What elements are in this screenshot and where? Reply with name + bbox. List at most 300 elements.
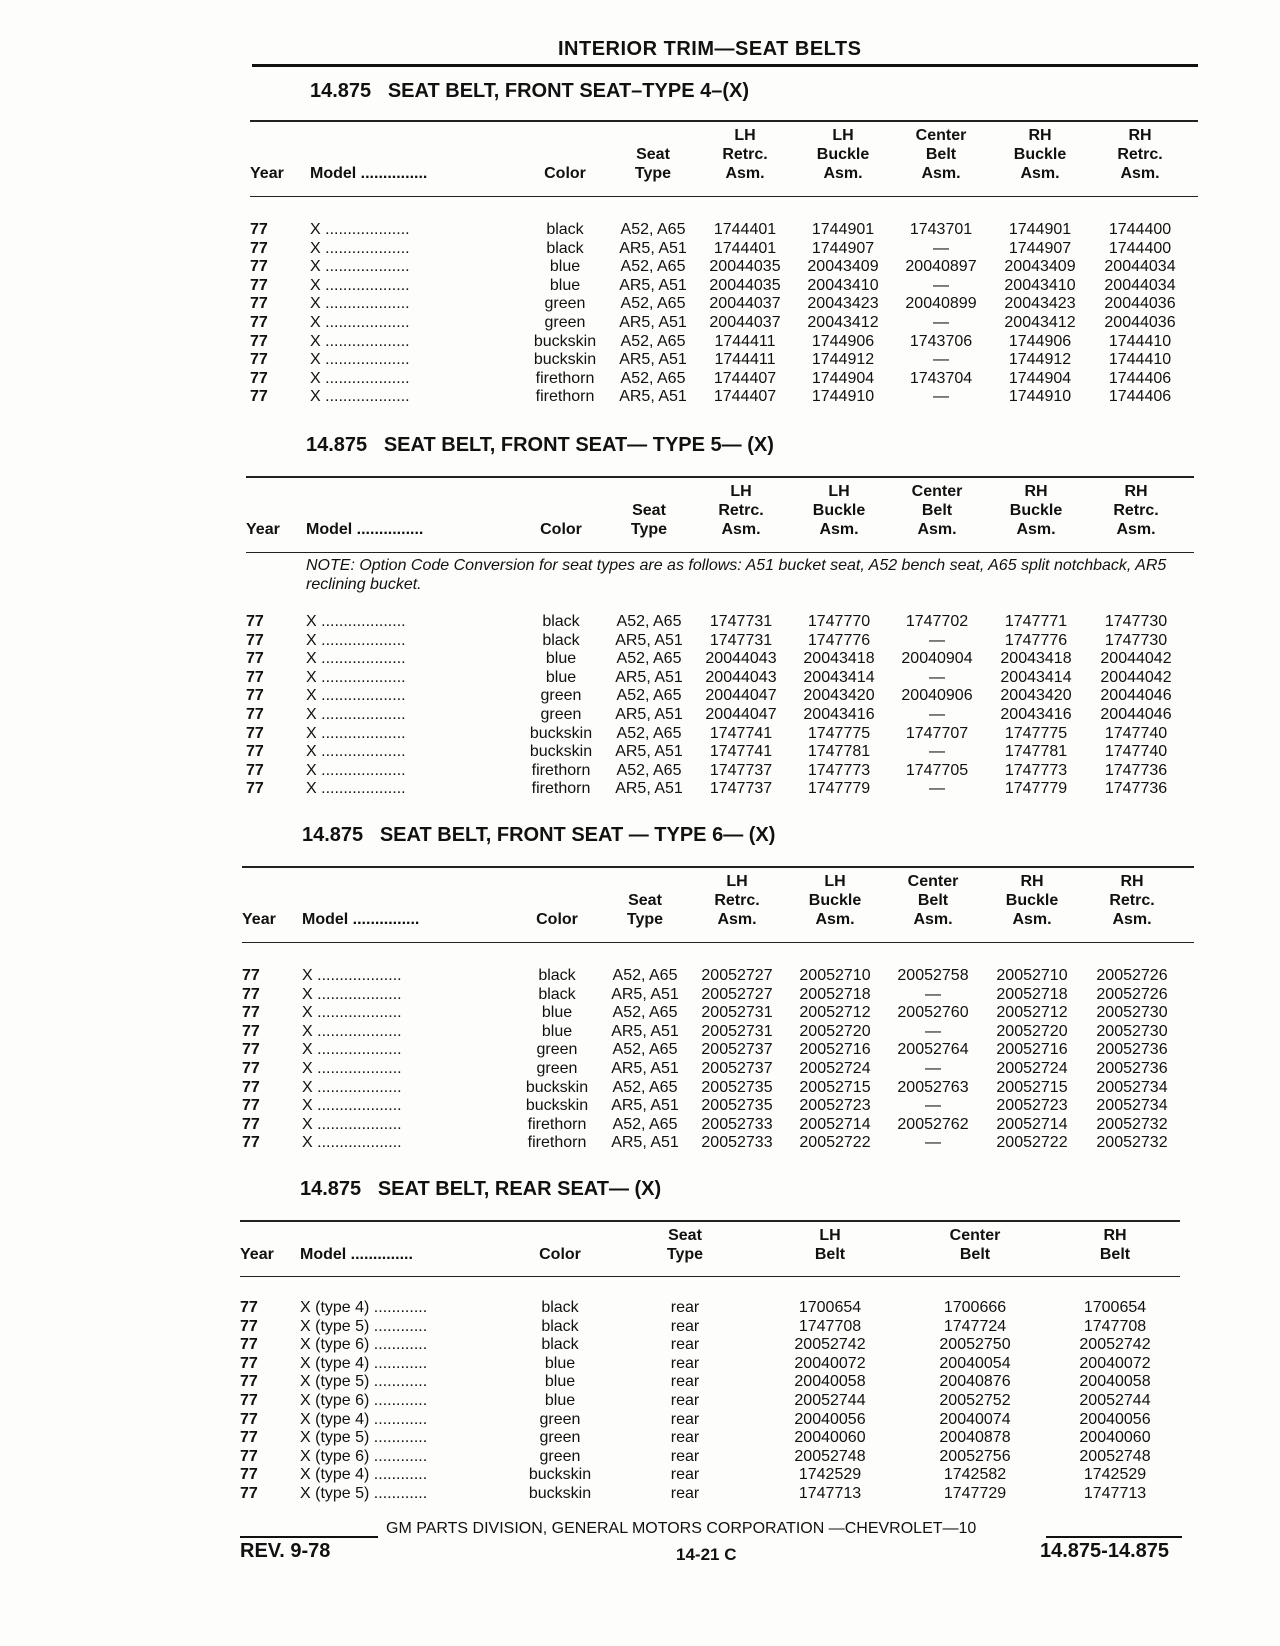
section-title: 14.875 SEAT BELT, REAR SEAT— (X)	[300, 1178, 662, 1200]
table-row	[250, 294, 1198, 313]
table-row	[242, 1040, 1194, 1059]
cell-lh-buckle: 20052723	[799, 1097, 871, 1115]
cell-center: 1747705	[905, 761, 969, 779]
table-row	[242, 1003, 1194, 1022]
cell-lh-buckle: 20052712	[799, 1004, 871, 1022]
table-section-4	[240, 1178, 1180, 1538]
cell-seat-type: A52, A65	[612, 1041, 678, 1059]
cell-seat-type: rear	[670, 1373, 700, 1391]
cell-year: 77	[240, 1392, 258, 1409]
column-header-line: Year	[240, 1246, 274, 1263]
section-top-rule	[246, 476, 1194, 478]
cell-lh-buckle: 1744907	[811, 239, 875, 257]
cell-rh-retrc: 1744406	[1108, 388, 1172, 406]
cell-year: 77	[240, 1317, 258, 1335]
cell-lh-buckle: 1747781	[807, 743, 871, 761]
cell-lh-retrc: 20052737	[701, 1060, 773, 1077]
table-row	[250, 257, 1198, 276]
footer-range: 14.875-14.875	[1040, 1540, 1170, 1562]
cell-center: —	[929, 780, 945, 798]
cell-model: X ...................	[310, 221, 410, 238]
cell-seat-type: A52, A65	[616, 687, 682, 705]
column-header-line: Asm.	[1112, 911, 1152, 928]
column-header-line: Retrc.	[722, 146, 768, 163]
cell-rh-buckle: 20043414	[1000, 668, 1072, 686]
cell-rh-retrc: 1744406	[1108, 369, 1172, 387]
cell-center: 20040904	[901, 650, 973, 668]
cell-color: black	[542, 631, 580, 649]
cell-lh-belt: 20040072	[794, 1354, 866, 1372]
cell-rh-belt: 20040058	[1079, 1373, 1151, 1391]
column-header-line: Buckle	[812, 502, 866, 519]
cell-lh-buckle: 1744901	[811, 221, 875, 238]
table-row	[250, 369, 1198, 388]
cell-model: X ...................	[310, 351, 410, 369]
cell-lh-retrc: 20044035	[709, 276, 781, 294]
column-header-line: Color	[540, 521, 582, 538]
table-row	[240, 1335, 1180, 1354]
cell-rh-belt: 20052742	[1079, 1336, 1151, 1354]
cell-seat-type: AR5, A51	[611, 1097, 679, 1115]
cell-seat-type: AR5, A51	[611, 1134, 679, 1152]
cell-lh-retrc: 20052727	[701, 967, 773, 984]
column-header-line: Type	[634, 165, 672, 182]
cell-rh-belt: 1742529	[1083, 1466, 1147, 1484]
column-header-line: Retrc.	[714, 892, 760, 909]
cell-year: 77	[246, 743, 264, 761]
cell-color: firethorn	[531, 780, 591, 798]
table-row	[246, 631, 1194, 650]
cell-rh-belt: 20040060	[1079, 1429, 1151, 1447]
cell-lh-buckle: 20043410	[807, 276, 879, 294]
cell-color: firethorn	[531, 761, 591, 779]
cell-model: X (type 6) ............	[300, 1336, 428, 1354]
cell-seat-type: rear	[670, 1485, 700, 1502]
cell-rh-buckle: 1747779	[1004, 780, 1068, 798]
cell-model: X (type 6) ............	[300, 1392, 428, 1409]
cell-lh-retrc: 20044047	[705, 687, 777, 705]
cell-rh-buckle: 20043423	[1004, 295, 1076, 313]
table-row	[246, 742, 1194, 761]
section-top-rule	[242, 866, 1194, 868]
cell-lh-belt: 20052748	[794, 1447, 866, 1465]
column-header-line: Seat	[628, 892, 662, 909]
header-bottom-rule	[250, 196, 1198, 197]
cell-lh-retrc: 1744411	[714, 351, 776, 369]
cell-year: 77	[242, 1134, 260, 1152]
cell-center: —	[929, 706, 945, 723]
cell-rh-buckle: 1747775	[1004, 724, 1068, 742]
cell-rh-belt: 1747708	[1083, 1317, 1147, 1335]
column-header-line: Year	[246, 521, 280, 538]
column-header-line: Buckle	[1013, 146, 1067, 163]
cell-lh-retrc: 1744401	[713, 239, 777, 257]
cell-seat-type: rear	[670, 1336, 700, 1354]
column-header-rh-buckle	[986, 482, 1086, 539]
table-row	[240, 1391, 1180, 1410]
cell-color: black	[546, 221, 584, 238]
cell-color: firethorn	[535, 369, 595, 387]
column-header-line: Asm.	[1120, 165, 1160, 182]
column-header-line: Type	[630, 521, 668, 538]
column-header-color	[520, 1245, 600, 1264]
cell-center: —	[929, 668, 945, 686]
cell-center-belt: 1700666	[943, 1299, 1007, 1316]
cell-center-belt: 20052756	[939, 1447, 1011, 1465]
cell-center-belt: 20040878	[939, 1429, 1011, 1447]
column-header-year	[246, 520, 286, 539]
cell-model: X (type 4) ............	[300, 1410, 428, 1428]
cell-rh-retrc: 20052734	[1096, 1097, 1168, 1115]
cell-lh-retrc: 20052735	[701, 1078, 773, 1096]
table-row	[250, 332, 1198, 351]
cell-color: firethorn	[527, 1115, 587, 1133]
cell-color: black	[541, 1299, 579, 1316]
column-header-line: Belt	[959, 1246, 991, 1263]
cell-color: blue	[541, 1022, 573, 1040]
cell-seat-type: AR5, A51	[619, 388, 687, 406]
table-row	[240, 1354, 1180, 1373]
column-header-line: RH	[1028, 127, 1052, 144]
column-header-line: Model ...............	[302, 911, 420, 928]
cell-seat-type: rear	[670, 1429, 700, 1447]
column-header-line: RH	[1103, 1227, 1127, 1244]
cell-lh-retrc: 20052737	[701, 1041, 773, 1059]
column-header-lh-retrc	[696, 126, 794, 183]
cell-color: green	[536, 1060, 578, 1077]
cell-rh-retrc: 1744400	[1108, 221, 1172, 238]
cell-year: 77	[242, 1041, 260, 1059]
cell-rh-buckle: 20052714	[996, 1115, 1068, 1133]
cell-seat-type: AR5, A51	[615, 631, 683, 649]
cell-model: X ...................	[310, 369, 410, 387]
cell-lh-buckle: 20043423	[807, 295, 879, 313]
column-header-line: Asm.	[717, 911, 757, 928]
column-header-year	[250, 164, 290, 183]
table-row	[240, 1484, 1180, 1503]
cell-rh-retrc: 20052736	[1096, 1060, 1168, 1077]
cell-seat-type: A52, A65	[620, 258, 686, 276]
cell-year: 77	[242, 985, 260, 1003]
table-row	[240, 1317, 1180, 1336]
cell-lh-buckle: 1744912	[811, 351, 875, 369]
cell-seat-type: AR5, A51	[611, 1060, 679, 1077]
cell-model: X ...................	[310, 276, 410, 294]
cell-center: —	[933, 388, 949, 406]
cell-lh-retrc: 1747731	[709, 631, 773, 649]
header-bottom-rule	[242, 942, 1194, 943]
cell-seat-type: AR5, A51	[619, 276, 687, 294]
column-header-line: Model ...............	[310, 165, 428, 182]
cell-lh-belt: 1742529	[798, 1466, 862, 1484]
cell-model: X ...................	[310, 258, 410, 276]
cell-color: green	[536, 1041, 578, 1059]
column-header-line: Asm.	[917, 521, 957, 538]
cell-lh-buckle: 1747779	[807, 780, 871, 798]
cell-lh-buckle: 1744906	[811, 332, 875, 350]
cell-seat-type: rear	[670, 1392, 700, 1409]
cell-color: black	[541, 1336, 579, 1354]
cell-year: 77	[250, 369, 268, 387]
cell-center: —	[933, 351, 949, 369]
cell-rh-buckle: 1744906	[1008, 332, 1072, 350]
cell-center-belt: 20040054	[939, 1354, 1011, 1372]
cell-model: X ...................	[306, 668, 406, 686]
cell-rh-buckle: 20052715	[996, 1078, 1068, 1096]
table-row	[246, 705, 1194, 724]
cell-lh-retrc: 20044037	[709, 295, 781, 313]
cell-color: blue	[544, 1373, 576, 1391]
column-header-line: Asm.	[921, 165, 961, 182]
table-section-1	[250, 80, 1198, 440]
cell-center: 20040897	[905, 258, 977, 276]
column-header-color	[520, 164, 610, 183]
cell-rh-buckle: 20043416	[1000, 706, 1072, 723]
column-header-line: Asm.	[725, 165, 765, 182]
cell-color: black	[538, 985, 576, 1003]
column-header-line: Retrc.	[1109, 892, 1155, 909]
column-header-line: Color	[536, 911, 578, 928]
cell-lh-retrc: 20052731	[701, 1004, 773, 1022]
column-header-line: RH	[1120, 873, 1144, 890]
cell-lh-buckle: 20043420	[803, 687, 875, 705]
cell-rh-retrc: 1747730	[1104, 631, 1168, 649]
cell-year: 77	[242, 1115, 260, 1133]
cell-seat-type: A52, A65	[612, 1115, 678, 1133]
cell-color: blue	[545, 650, 577, 668]
footer-publisher: GM PARTS DIVISION, GENERAL MOTORS CORPORATION —CHEVROLET—10	[386, 1520, 977, 1537]
section-top-rule	[240, 1220, 1180, 1222]
cell-year: 77	[246, 761, 264, 779]
cell-year: 77	[246, 613, 264, 630]
column-header-line: Year	[250, 165, 284, 182]
section-title: 14.875 SEAT BELT, FRONT SEAT — TYPE 6— (X)	[302, 824, 776, 846]
cell-center: 20052764	[897, 1041, 969, 1059]
cell-year: 77	[240, 1466, 258, 1484]
cell-model: X ...................	[310, 295, 410, 313]
column-header-line: Center	[915, 127, 967, 144]
column-header-rh-retrc	[1086, 482, 1186, 539]
column-header-model	[310, 164, 520, 183]
column-header-line: Color	[539, 1246, 581, 1263]
cell-rh-retrc: 1744400	[1108, 239, 1172, 257]
cell-year: 77	[242, 1022, 260, 1040]
column-header-line: Belt	[1099, 1246, 1131, 1263]
cell-model: X ...................	[302, 1041, 402, 1059]
table-row	[242, 966, 1194, 985]
cell-rh-buckle: 1747781	[1004, 743, 1068, 761]
cell-rh-buckle: 20052718	[996, 985, 1068, 1003]
cell-year: 77	[242, 967, 260, 984]
cell-year: 77	[250, 239, 268, 257]
cell-rh-retrc: 20044034	[1104, 258, 1176, 276]
cell-year: 77	[246, 631, 264, 649]
column-header-lh-buckle	[794, 126, 892, 183]
table-row	[250, 276, 1198, 295]
cell-rh-buckle: 1744907	[1008, 239, 1072, 257]
cell-lh-buckle: 20043418	[803, 650, 875, 668]
column-header-year	[242, 910, 282, 929]
column-header-line: Buckle	[808, 892, 862, 909]
table-row	[240, 1465, 1180, 1484]
cell-rh-buckle: 20052723	[996, 1097, 1068, 1115]
column-header-line: Retrc.	[1117, 146, 1163, 163]
cell-lh-retrc: 20044043	[705, 668, 777, 686]
cell-year: 77	[246, 650, 264, 668]
cell-color: blue	[544, 1392, 576, 1409]
cell-model: X ...................	[306, 631, 406, 649]
cell-year: 77	[250, 295, 268, 313]
cell-rh-retrc: 20052732	[1096, 1115, 1168, 1133]
page-title: INTERIOR TRIM—SEAT BELTS	[558, 38, 862, 60]
cell-lh-retrc: 1744407	[713, 369, 777, 387]
table-row	[242, 1078, 1194, 1097]
cell-seat-type: AR5, A51	[615, 780, 683, 798]
cell-center: 1743704	[909, 369, 973, 387]
cell-rh-buckle: 20043420	[1000, 687, 1072, 705]
column-header-line: LH	[824, 873, 846, 890]
cell-lh-buckle: 20052722	[799, 1134, 871, 1152]
cell-seat-type: AR5, A51	[611, 985, 679, 1003]
option-code-note: NOTE: Option Code Conversion for seat types are as follows: A51 bucket seat, A52 bench seat, A65 split notchback, AR5 reclining bucket.	[306, 557, 1167, 593]
column-header-line: LH	[734, 127, 756, 144]
cell-color: blue	[549, 258, 581, 276]
cell-center-belt: 1747729	[943, 1485, 1007, 1502]
cell-rh-retrc: 20052726	[1096, 985, 1168, 1003]
cell-lh-retrc: 20052731	[701, 1022, 773, 1040]
cell-rh-retrc: 20052726	[1096, 967, 1168, 984]
cell-seat-type: A52, A65	[620, 332, 686, 350]
cell-color: buckskin	[529, 743, 593, 761]
table-section-2	[246, 434, 1194, 798]
cell-lh-retrc: 20044043	[705, 650, 777, 668]
section-top-rule	[250, 120, 1198, 122]
table-row	[250, 387, 1198, 406]
column-header-line: RH	[1128, 127, 1152, 144]
top-rule	[252, 64, 1198, 67]
cell-model: X (type 5) ............	[300, 1429, 428, 1447]
cell-year: 77	[242, 1097, 260, 1115]
cell-lh-retrc: 1747741	[709, 724, 773, 742]
cell-year: 77	[250, 332, 268, 350]
cell-center-belt: 20040876	[939, 1373, 1011, 1391]
cell-seat-type: AR5, A51	[615, 743, 683, 761]
cell-lh-buckle: 20052724	[799, 1060, 871, 1077]
cell-year: 77	[246, 668, 264, 686]
cell-lh-retrc: 20052733	[701, 1115, 773, 1133]
cell-rh-retrc: 20044036	[1104, 295, 1176, 313]
column-header-line: Belt	[917, 892, 949, 909]
cell-lh-buckle: 1747776	[807, 631, 871, 649]
column-header-rh-belt	[1040, 1226, 1190, 1264]
column-header-line: Seat	[636, 146, 670, 163]
cell-center: 1747702	[905, 613, 969, 630]
column-header-rh-buckle	[990, 126, 1090, 183]
cell-center-belt: 20052750	[939, 1336, 1011, 1354]
cell-color: green	[540, 706, 582, 723]
column-header-line: Seat	[632, 502, 666, 519]
column-header-line: Asm.	[1016, 521, 1056, 538]
table-row	[242, 985, 1194, 1004]
cell-seat-type: A52, A65	[616, 761, 682, 779]
cell-model: X ...................	[302, 967, 402, 984]
column-header-year	[240, 1245, 280, 1264]
cell-seat-type: rear	[670, 1447, 700, 1465]
cell-rh-buckle: 20043412	[1004, 314, 1076, 331]
cell-seat-type: rear	[670, 1299, 700, 1316]
cell-center: 20040906	[901, 687, 973, 705]
cell-lh-belt: 1747713	[798, 1485, 862, 1502]
cell-center: 1747707	[905, 724, 969, 742]
cell-rh-retrc: 20044036	[1104, 314, 1176, 331]
cell-center: —	[925, 1097, 941, 1115]
cell-model: X (type 5) ............	[300, 1485, 428, 1502]
column-header-line: Model ...............	[306, 521, 424, 538]
cell-seat-type: A52, A65	[612, 967, 678, 984]
cell-center-belt: 20052752	[939, 1392, 1011, 1409]
table-row	[240, 1410, 1180, 1429]
cell-seat-type: rear	[670, 1410, 700, 1428]
column-header-line: Center	[907, 873, 959, 890]
cell-model: X ...................	[302, 1078, 402, 1096]
cell-model: X ...................	[310, 388, 410, 406]
cell-rh-retrc: 1747736	[1104, 780, 1168, 798]
cell-center: —	[929, 631, 945, 649]
cell-lh-belt: 20052742	[794, 1336, 866, 1354]
table-row	[242, 1022, 1194, 1041]
cell-seat-type: A52, A65	[620, 369, 686, 387]
cell-year: 77	[240, 1336, 258, 1354]
cell-seat-type: A52, A65	[612, 1004, 678, 1022]
cell-rh-retrc: 20044046	[1100, 706, 1172, 723]
column-header-model	[300, 1245, 520, 1264]
cell-seat-type: AR5, A51	[615, 706, 683, 723]
cell-rh-buckle: 1744904	[1008, 369, 1072, 387]
cell-lh-retrc: 1744407	[713, 388, 777, 406]
cell-color: black	[538, 967, 576, 984]
cell-year: 77	[246, 706, 264, 723]
cell-lh-buckle: 1744910	[811, 388, 875, 406]
cell-lh-buckle: 20052715	[799, 1078, 871, 1096]
cell-lh-belt: 1747708	[798, 1317, 862, 1335]
cell-rh-retrc: 1747736	[1104, 761, 1168, 779]
cell-center: —	[925, 985, 941, 1003]
cell-seat-type: rear	[670, 1466, 700, 1484]
cell-rh-retrc: 20052730	[1096, 1004, 1168, 1022]
cell-year: 77	[250, 258, 268, 276]
cell-model: X (type 5) ............	[300, 1373, 428, 1391]
cell-model: X ...................	[302, 1134, 402, 1152]
column-header-center-belt	[900, 1226, 1050, 1264]
table-row	[246, 612, 1194, 631]
cell-lh-buckle: 1747775	[807, 724, 871, 742]
cell-lh-retrc: 20044037	[709, 314, 781, 331]
cell-rh-belt: 1700654	[1083, 1299, 1147, 1316]
cell-rh-buckle: 20052724	[996, 1060, 1068, 1077]
cell-model: X ...................	[302, 1060, 402, 1077]
cell-lh-belt: 20040056	[794, 1410, 866, 1428]
cell-seat-type: A52, A65	[616, 650, 682, 668]
cell-year: 77	[246, 780, 264, 798]
cell-rh-retrc: 1747730	[1104, 613, 1168, 630]
table-row	[242, 1133, 1194, 1152]
cell-rh-buckle: 20052712	[996, 1004, 1068, 1022]
cell-year: 77	[242, 1060, 260, 1077]
column-header-seat-type	[602, 891, 688, 929]
column-header-seat-type	[610, 145, 696, 183]
cell-year: 77	[240, 1447, 258, 1465]
column-header-line: Belt	[814, 1246, 846, 1263]
